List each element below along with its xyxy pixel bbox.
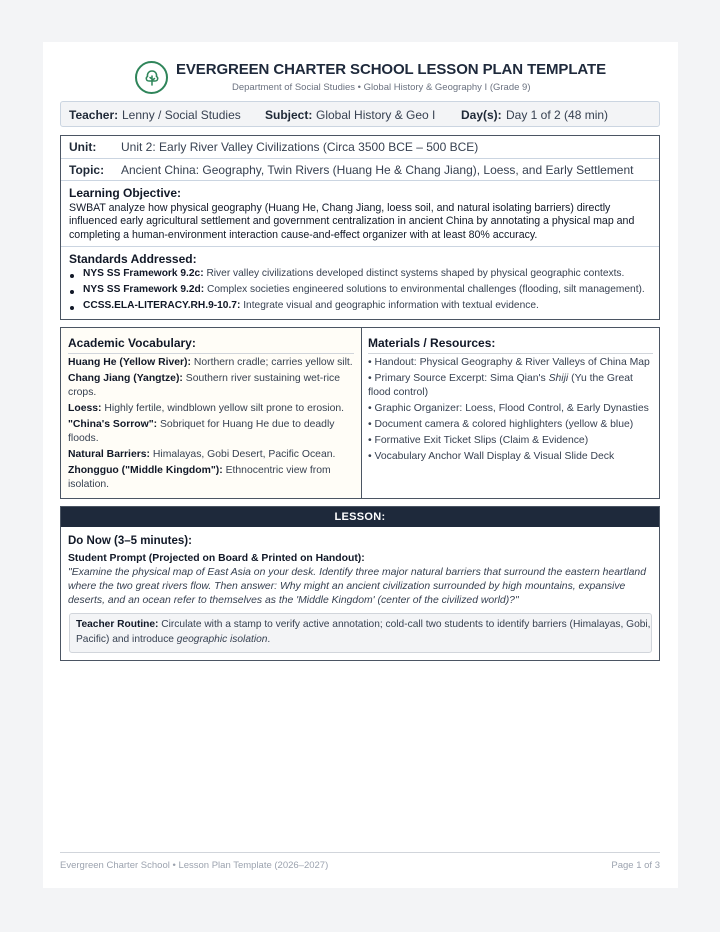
vocab-item: Zhongguo ("Middle Kingdom"): Ethnocentric view from	[68, 465, 331, 476]
vocab-heading: Academic Vocabulary:	[68, 336, 196, 350]
teacher-value: Lenny / Social Studies	[122, 108, 241, 122]
objective-line: completing a human-environment interaction cause-and-effect organizer with at least 80% accuracy.	[69, 228, 538, 241]
materials-heading: Materials / Resources:	[368, 336, 496, 350]
subject-label: Subject:	[265, 108, 313, 122]
teacher-routine-box	[69, 613, 652, 653]
teacher-label: Teacher:	[69, 108, 119, 122]
standards-heading: Standards Addressed:	[69, 252, 197, 266]
objective-line: influenced early agricultural settlement and government centralization in ancient China by annotating a physical map and	[69, 215, 635, 228]
unit-value: Unit 2: Early River Valley Civilizations (Circa 3500 BCE – 500 BCE)	[121, 140, 479, 154]
do-now-heading: Do Now (3–5 minutes):	[68, 535, 192, 547]
routine-line: Pacific) and introduce geographic isolation.	[76, 634, 271, 645]
standard-item: NYS SS Framework 9.2c: River valley civilizations developed distinct systems shaped by physical geographic contexts.	[83, 268, 625, 279]
unit-box	[60, 135, 660, 320]
footer-left: Evergreen Charter School • Lesson Plan Template (2026–2027)	[60, 860, 329, 871]
vocab-item: "China's Sorrow": Sobriquet for Huang He due to deadly	[68, 419, 335, 430]
objective-text	[69, 202, 634, 242]
footer-rule	[60, 852, 660, 853]
material-item: • Vocabulary Anchor Wall Display & Visual Slide Deck	[368, 451, 615, 462]
lesson-header-bar: LESSON:	[61, 507, 659, 527]
objective-heading: Learning Objective:	[69, 186, 182, 200]
standard-item: CCSS.ELA-LITERACY.RH.9-10.7: Integrate visual and geographic information with textual evidence.	[83, 300, 539, 311]
prompt-label: Student Prompt (Projected on Board & Printed on Handout):	[68, 553, 365, 564]
prompt-line: "Examine the physical map of East Asia on your desk. Identify three major natural barriers that surround the eastern heartland	[68, 567, 646, 578]
lesson-plan-page	[43, 42, 678, 888]
material-item: • Primary Source Excerpt: Sima Qian's Shiji (Yu the Great	[368, 373, 633, 384]
material-item: flood control)	[368, 387, 429, 398]
unit-label: Unit:	[69, 140, 97, 154]
tree-icon	[135, 61, 168, 94]
material-item: • Document camera & colored highlighters (yellow & blue)	[368, 419, 634, 430]
bullet	[70, 290, 74, 294]
material-item: • Handout: Physical Geography & River Valleys of China Map	[368, 357, 650, 368]
divider	[61, 158, 659, 159]
topic-value: Ancient China: Geography, Twin Rivers (Huang He & Chang Jiang), Loess, and Early Settlement	[121, 163, 634, 177]
vocab-item: Natural Barriers: Himalayas, Gobi Desert, Pacific Ocean.	[68, 449, 336, 460]
prompt-line: where the two great rivers flow. Then answer: Why might an ancient civilization surrounded by high mountains, expansive	[68, 581, 626, 592]
days-value: Day 1 of 2 (48 min)	[506, 108, 609, 122]
standard-item: NYS SS Framework 9.2d: Complex societies engineered solutions to environmental challenges (flooding, silt management).	[83, 284, 645, 295]
routine-line: Teacher Routine: Circulate with a stamp to verify active annotation; cold-call two students to identify barriers (Himalayas, Gobi,	[76, 619, 651, 630]
divider	[68, 353, 354, 354]
vocab-item: Chang Jiang (Yangtze): Southern river sustaining wet-rice	[68, 373, 340, 384]
page-subtitle: Department of Social Studies • Global History & Geography I (Grade 9)	[232, 82, 531, 93]
teacher-info-bar	[60, 101, 660, 127]
topic-label: Topic:	[69, 163, 105, 177]
vocab-materials-box	[60, 327, 660, 499]
vocab-item: floods.	[68, 433, 99, 444]
days-label: Day(s):	[461, 108, 502, 122]
subject-value: Global History & Geo I	[316, 108, 436, 122]
lesson-box	[60, 506, 660, 661]
divider	[368, 353, 653, 354]
vocab-item: Huang He (Yellow River): Northern cradle; carries yellow silt.	[68, 357, 353, 368]
vocab-item: crops.	[68, 387, 97, 398]
page-title: EVERGREEN CHARTER SCHOOL LESSON PLAN TEMPLATE	[176, 61, 606, 78]
bullet	[70, 306, 74, 310]
column-divider	[361, 328, 362, 498]
divider	[61, 246, 659, 247]
bullet	[70, 274, 74, 278]
prompt-line: deserts, and an ocean refer to themselves as the 'Middle Kingdom' (center of the civilized world)?"	[68, 595, 519, 606]
material-item: • Formative Exit Ticket Slips (Claim & Evidence)	[368, 435, 589, 446]
material-item: • Graphic Organizer: Loess, Flood Control, & Early Dynasties	[368, 403, 649, 414]
vocab-item: isolation.	[68, 479, 110, 490]
vocab-item: Loess: Highly fertile, windblown yellow silt prone to erosion.	[68, 403, 345, 414]
page-number: Page 1 of 3	[611, 860, 660, 871]
divider	[61, 180, 659, 181]
objective-line: SWBAT analyze how physical geography (Huang He, Chang Jiang, loess soil, and natural isolating barriers) directly	[69, 202, 611, 214]
